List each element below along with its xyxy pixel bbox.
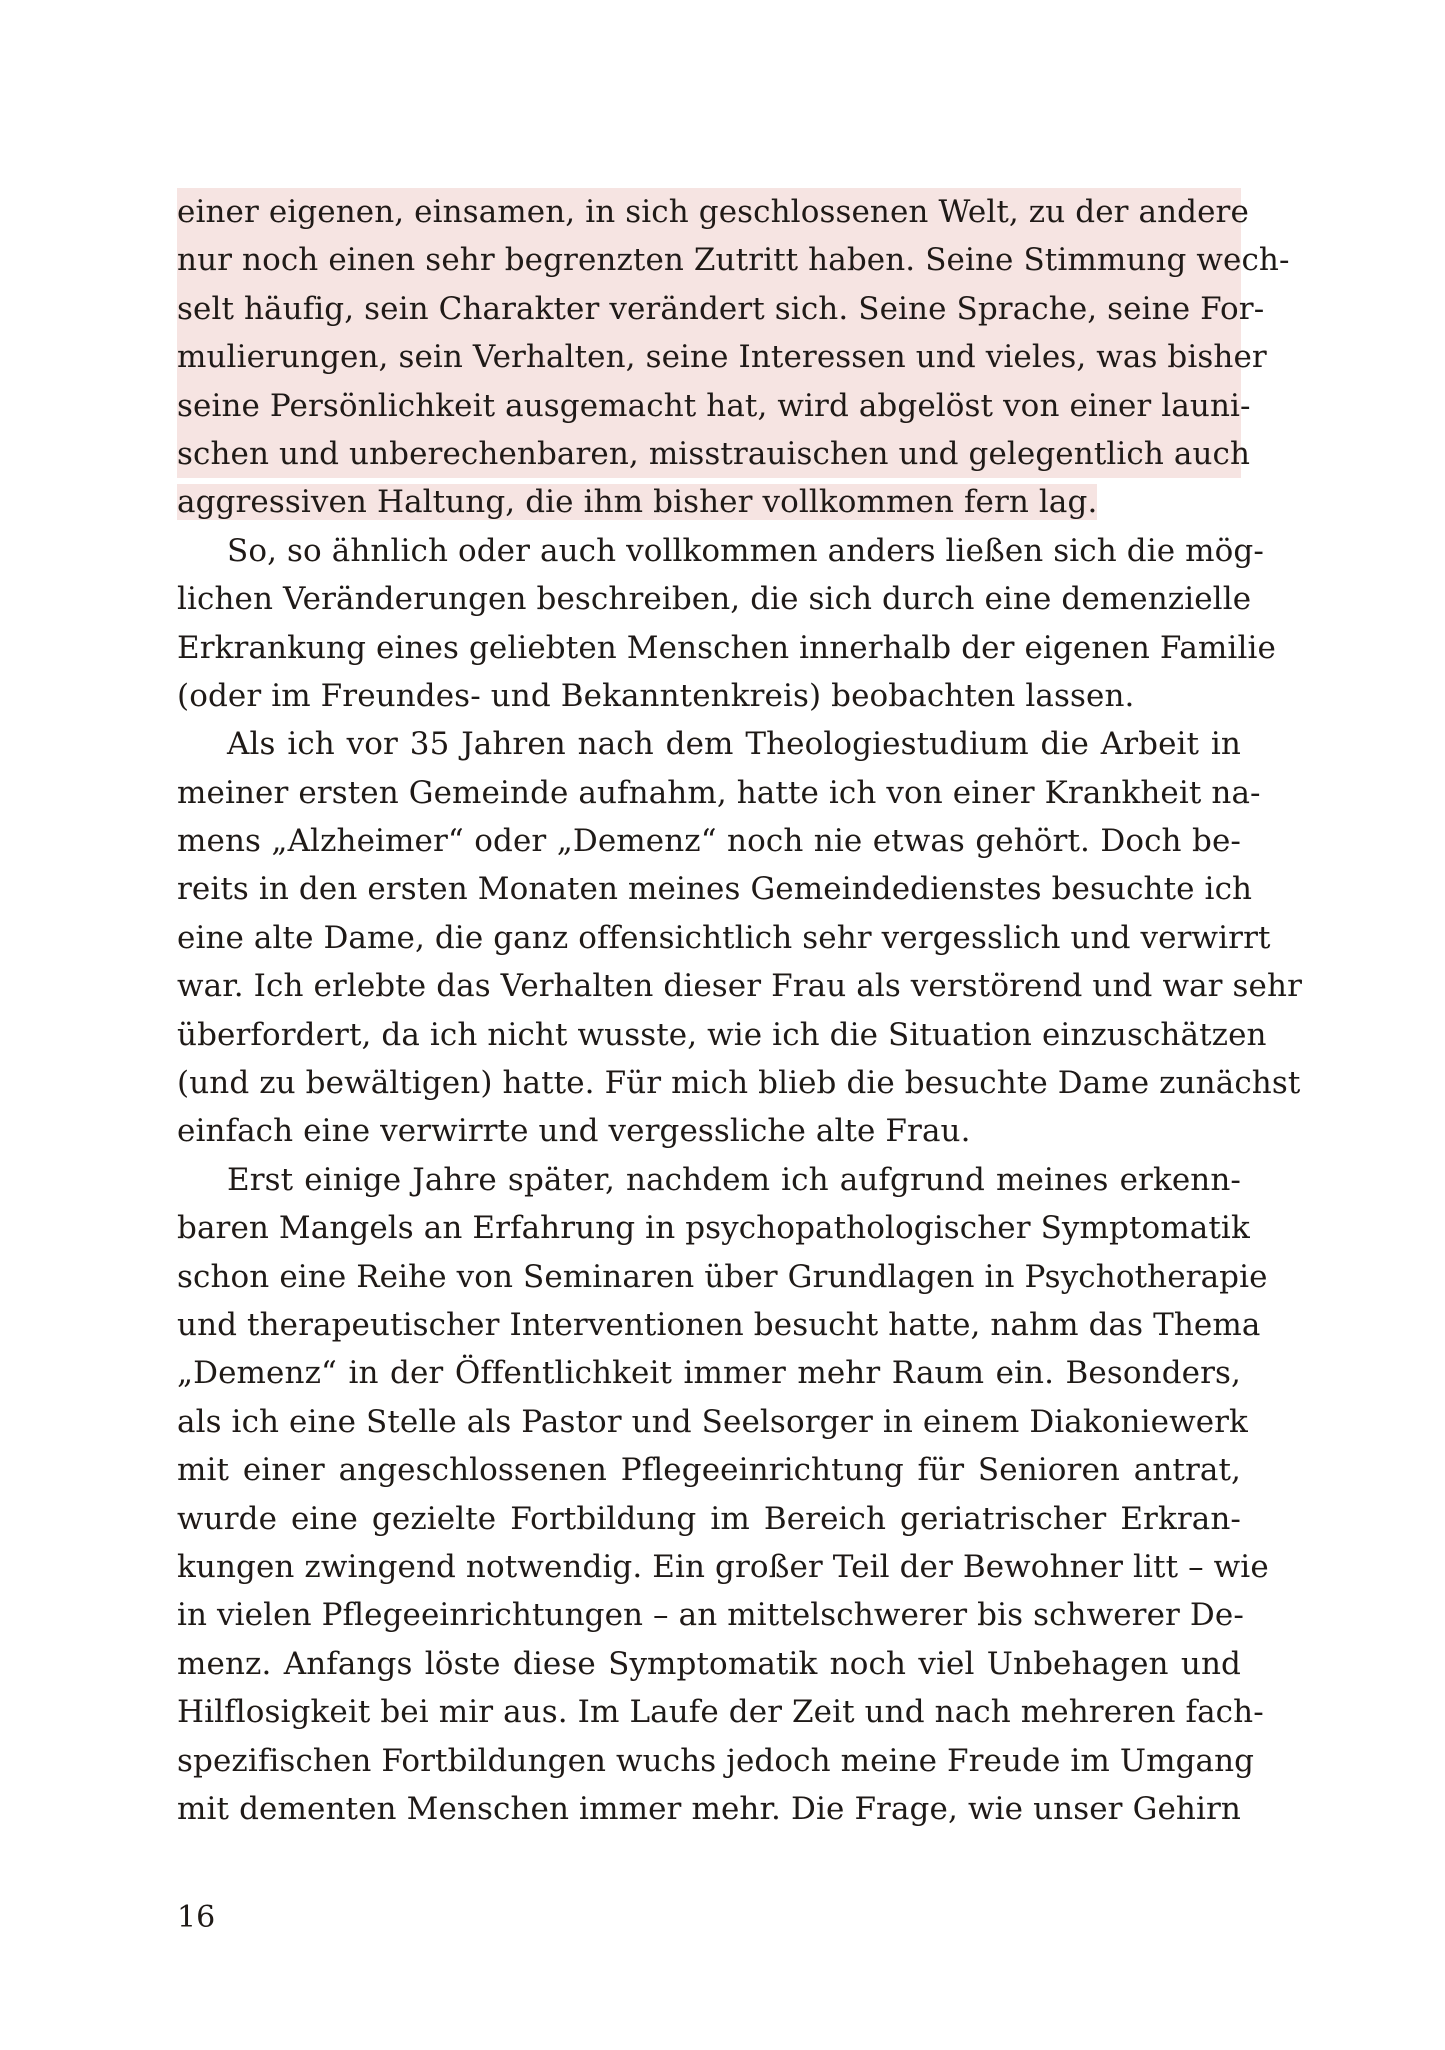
highlighted-text: aggressiven Haltung, die ihm bisher vollkommen fern lag. [177, 484, 1098, 521]
text-line: einfach eine verwirrte und vergessliche alte Frau. [177, 1113, 971, 1150]
text-line: lichen Veränderungen beschreiben, die sich durch eine demenzielle [177, 581, 1252, 618]
paragraph-highlighted [177, 188, 1290, 527]
text-line: und therapeutischer Interventionen besucht hatte, nahm das Thema [177, 1306, 1261, 1343]
text-line: schon eine Reihe von Seminaren über Grundlagen in Psychotherapie [177, 1258, 1268, 1295]
text-line [177, 478, 1241, 526]
text-line: (und zu bewältigen) hatte. Für mich blieb die besuchte Dame zunächst [177, 1065, 1301, 1102]
text-line: baren Mangels an Erfahrung in psychopathologischer Symptomatik [177, 1210, 1250, 1247]
text-line: (oder im Freundes- und Bekanntenkreis) beobachten lassen. [177, 677, 1135, 714]
paragraph [177, 720, 1302, 1156]
body-text [177, 188, 1302, 1833]
text-line: mulierungen, sein Verhalten, seine Interessen und vieles, was bisher [177, 333, 1241, 381]
text-line: war. Ich erlebte das Verhalten dieser Frau als verstörend und war sehr [177, 968, 1302, 1005]
text-line: als ich eine Stelle als Pastor und Seelsorger in einem Diakoniewerk [177, 1403, 1248, 1440]
text-line: mit einer angeschlossenen Pflegeeinrichtung für Senioren antrat, [177, 1452, 1241, 1489]
text-line: selt häufig, sein Charakter verändert sich. Seine Sprache, seine For- [177, 285, 1241, 333]
text-line: Erkrankung eines geliebten Menschen innerhalb der eigenen Familie [177, 629, 1276, 666]
text-line: seine Persönlichkeit ausgemacht hat, wird abgelöst von einer launi- [177, 382, 1241, 430]
text-line: menz. Anfangs löste diese Symptomatik noch viel Unbehagen und [177, 1645, 1241, 1682]
text-line: kungen zwingend notwendig. Ein großer Teil der Bewohner litt – wie [177, 1548, 1269, 1585]
text-line: Hilflosigkeit bei mir aus. Im Laufe der Zeit und nach mehreren fach- [177, 1694, 1264, 1731]
text-line: in vielen Pflegeeinrichtungen – an mittelschwerer bis schwerer De- [177, 1597, 1244, 1634]
text-line: So, so ähnlich oder auch vollkommen anders ließen sich die mög- [227, 532, 1264, 569]
text-line: schen und unberechenbaren, misstrauischen und gelegentlich auch [177, 430, 1241, 478]
text-line: Als ich vor 35 Jahren nach dem Theologiestudium die Arbeit in [227, 726, 1241, 763]
paragraph [177, 527, 1276, 721]
paragraph [177, 1156, 1269, 1833]
text-line: Erst einige Jahre später, nachdem ich aufgrund meines erkenn- [227, 1161, 1241, 1198]
text-line: „Demenz“ in der Öffentlichkeit immer mehr Raum ein. Besonders, [177, 1355, 1241, 1392]
text-line: mens „Alzheimer“ oder „Demenz“ noch nie etwas gehört. Doch be- [177, 823, 1241, 860]
text-line: reits in den ersten Monaten meines Gemeindedienstes besuchte ich [177, 871, 1253, 908]
page-number: 16 [177, 1900, 216, 1935]
text-line: mit dementen Menschen immer mehr. Die Frage, wie unser Gehirn [177, 1790, 1241, 1827]
text-line: überfordert, da ich nicht wusste, wie ich die Situation einzuschätzen [177, 1016, 1267, 1053]
text-line: eine alte Dame, die ganz offensichtlich sehr vergesslich und verwirrt [177, 919, 1271, 956]
text-line: meiner ersten Gemeinde aufnahm, hatte ich von einer Krankheit na- [177, 774, 1261, 811]
text-line: nur noch einen sehr begrenzten Zutritt haben. Seine Stimmung wech- [177, 236, 1241, 284]
text-line: spezifischen Fortbildungen wuchs jedoch meine Freude im Umgang [177, 1742, 1255, 1779]
text-line: einer eigenen, einsamen, in sich geschlossenen Welt, zu der andere [177, 188, 1241, 236]
text-line: wurde eine gezielte Fortbildung im Bereich geriatrischer Erkran- [177, 1500, 1241, 1537]
